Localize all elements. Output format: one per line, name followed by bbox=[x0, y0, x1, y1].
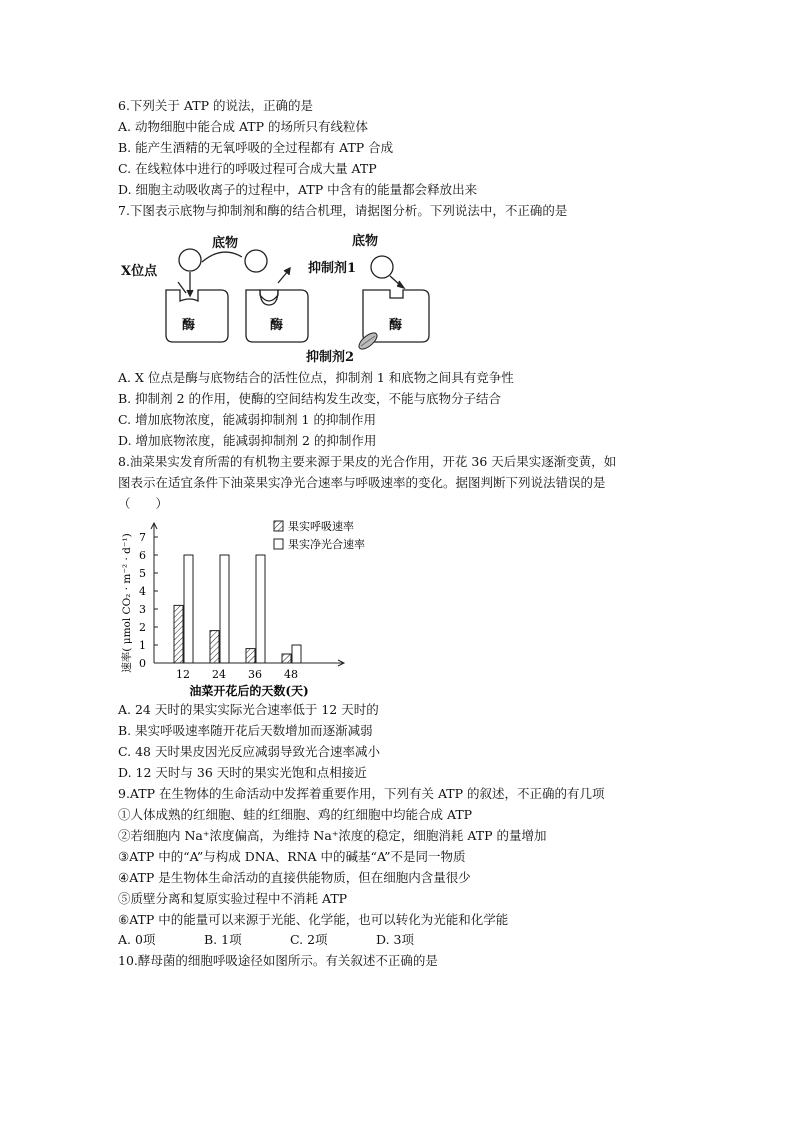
respiration-bar bbox=[246, 649, 255, 663]
q9-item-3: ③ATP 中的“A”与构成 DNA、RNA 中的碱基“A”不是同一物质 bbox=[118, 849, 466, 864]
net-photosynthesis-bar bbox=[184, 555, 193, 663]
q10-stem: 10.酵母菌的细胞呼吸途径如图所示。有关叙述不正确的是 bbox=[118, 953, 438, 968]
q8-option-c: C. 48 天时果皮因光反应减弱导致光合速率减小 bbox=[118, 744, 380, 759]
q6-stem: 6.下列关于 ATP 的说法，正确的是 bbox=[118, 98, 313, 113]
x-tick-label: 48 bbox=[284, 668, 298, 681]
x-tick-label: 24 bbox=[212, 668, 226, 681]
x-tick-label: 12 bbox=[176, 668, 190, 681]
net-photosynthesis-bar bbox=[220, 555, 229, 663]
inhibitor2-label: 抑制剂2 bbox=[306, 350, 355, 365]
q6-option-d: D. 细胞主动吸收离子的过程中，ATP 中含有的能量都会释放出来 bbox=[118, 182, 478, 197]
q9-option-b: B. 1项 bbox=[204, 932, 242, 947]
y-tick-label: 3 bbox=[139, 603, 146, 616]
respiration-bar bbox=[210, 631, 219, 663]
q9-item-6: ⑥ATP 中的能量可以来源于光能、化学能，也可以转化为光能和化学能 bbox=[118, 912, 509, 927]
q7-option-b: B. 抑制剂 2 的作用，使酶的空间结构发生改变，不能与底物分子结合 bbox=[118, 391, 502, 406]
q7-option-a: A. X 位点是酶与底物结合的活性位点，抑制剂 1 和底物之间具有竞争性 bbox=[118, 370, 514, 385]
substrate-1 bbox=[179, 249, 201, 271]
q8-stem-line1: 8.油菜果实发育所需的有机物主要来源于果皮的光合作用，开花 36 天后果实逐渐变黄，如 bbox=[118, 454, 617, 469]
net-photosynthesis-bar bbox=[256, 555, 265, 663]
respiration-bar bbox=[282, 654, 291, 663]
inhibitor-2-icon bbox=[356, 330, 379, 352]
y-tick-label: 7 bbox=[139, 531, 146, 544]
enzyme-label-1: 酶 bbox=[182, 318, 196, 333]
y-tick-label: 2 bbox=[139, 621, 146, 634]
y-tick-label: 0 bbox=[139, 657, 146, 670]
q6-option-c: C. 在线粒体中进行的呼吸过程可合成大量 ATP bbox=[118, 161, 377, 176]
y-tick-label: 6 bbox=[139, 549, 146, 562]
x-axis-label: 油菜开花后的天数(天) bbox=[189, 684, 309, 698]
q7-option-d: D. 增加底物浓度，能减弱抑制剂 2 的抑制作用 bbox=[118, 433, 377, 448]
substrate-2 bbox=[245, 250, 267, 272]
q9-item-4: ④ATP 是生物体生命活动的直接供能物质，但在细胞内含量很少 bbox=[118, 870, 471, 885]
q9-option-c: C. 2项 bbox=[290, 932, 328, 947]
q9-item-5: ⑤质壁分离和复原实验过程中不消耗 ATP bbox=[118, 891, 348, 906]
legend-swatch-net-photosynthesis bbox=[274, 539, 283, 549]
enzyme-inhibitor-diagram bbox=[118, 225, 438, 367]
q8-stem-line3: （ ） bbox=[118, 496, 169, 511]
q9-stem: 9.ATP 在生物体的生命活动中发挥着重要作用，下列有关 ATP 的叙述，不正确的有几项 bbox=[118, 786, 605, 801]
q7-option-c: C. 增加底物浓度，能减弱抑制剂 1 的抑制作用 bbox=[118, 412, 376, 427]
enzyme-label-2: 酶 bbox=[270, 318, 284, 333]
substrate-3 bbox=[371, 256, 393, 278]
q9-options bbox=[118, 930, 414, 950]
legend-label: 果实呼吸速率 bbox=[288, 520, 354, 533]
q9-option-a: A. 0项 bbox=[118, 932, 156, 947]
substrate-label-2: 底物 bbox=[352, 234, 379, 249]
enzyme-1 bbox=[166, 290, 228, 342]
q9-item-1: ①人体成熟的红细胞、蛙的红细胞、鸡的红细胞中均能合成 ATP bbox=[118, 807, 473, 822]
q6-option-a: A. 动物细胞中能合成 ATP 的场所只有线粒体 bbox=[118, 119, 369, 134]
enzyme-label-3: 酶 bbox=[389, 318, 403, 333]
y-tick-label: 5 bbox=[139, 567, 146, 580]
q8-stem-line2: 图表示在适宜条件下油菜果实净光合速率与呼吸速率的变化。据图判断下列说法错误的是 bbox=[118, 475, 606, 490]
y-axis-label: 速率( μmol CO₂ · m⁻² · d⁻¹) bbox=[121, 533, 133, 673]
q9-option-d: D. 3项 bbox=[376, 932, 414, 947]
q6-option-b: B. 能产生酒精的无氧呼吸的全过程都有 ATP 合成 bbox=[118, 140, 394, 155]
x-tick-label: 36 bbox=[248, 668, 262, 681]
q9-item-2: ②若细胞内 Na⁺浓度偏高，为维持 Na⁺浓度的稳定，细胞消耗 ATP 的量增加 bbox=[118, 828, 547, 843]
legend-swatch-respiration bbox=[274, 521, 283, 531]
q8-option-b: B. 果实呼吸速率随开花后天数增加而逐渐减弱 bbox=[118, 723, 373, 738]
respiration-bar bbox=[174, 605, 183, 663]
y-tick-label: 4 bbox=[139, 585, 146, 598]
net-photosynthesis-bar bbox=[292, 645, 301, 663]
y-tick-label: 1 bbox=[139, 639, 146, 652]
q8-option-d: D. 12 天时与 36 天时的果实光饱和点相接近 bbox=[118, 765, 367, 780]
substrate-label-1: 底物 bbox=[212, 236, 239, 251]
q8-option-a: A. 24 天时的果实实际光合速率低于 12 天时的 bbox=[118, 702, 379, 717]
inhibitor1-label: 抑制剂1 bbox=[308, 261, 357, 276]
q7-stem: 7.下图表示底物与抑制剂和酶的结合机理，请据图分析。下列说法中，不正确的是 bbox=[118, 203, 568, 218]
x-site-label: X位点 bbox=[121, 264, 158, 279]
legend-label: 果实净光合速率 bbox=[288, 538, 365, 551]
rate-bar-chart bbox=[118, 515, 378, 700]
